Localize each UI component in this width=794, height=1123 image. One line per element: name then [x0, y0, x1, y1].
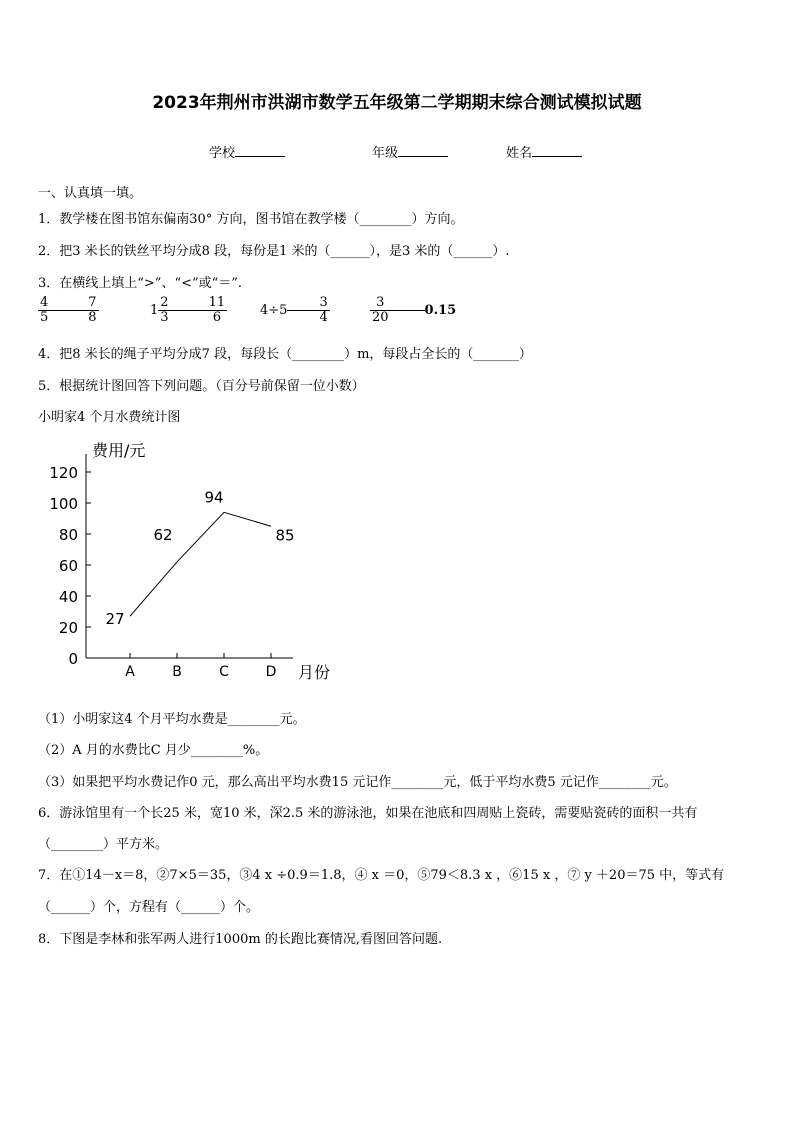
school-label: 学校: [209, 146, 236, 161]
fraction: $\frac{7}{8}$: [88, 295, 97, 325]
question-6-line-1: 6．游泳馆里有一个长25 米，宽10 米，深2.5 米的游泳池，如果在池底和四周贴上瓷砖，需要贴瓷砖的面积一共有: [38, 806, 698, 821]
grade-label: 年级: [372, 146, 399, 161]
question-5: 5．根据统计图回答下列问题。（百分号前保留一位小数）: [38, 379, 365, 394]
data-label: 62: [153, 525, 173, 544]
compare-item-2: 1 $\frac{2}{3}$ $\frac{11}{6}$: [150, 295, 226, 325]
name-field: [506, 142, 582, 161]
question-6-line-2: （________）平方米。: [38, 837, 169, 852]
compare-item-4: $\frac{3}{20}$ 0.15: [372, 295, 457, 325]
y-tick-label: 80: [58, 526, 78, 544]
y-tick-label: 120: [49, 464, 78, 482]
y-tick-label: 60: [58, 557, 78, 575]
name-label: 姓名: [506, 146, 533, 161]
data-label: 94: [204, 488, 224, 507]
line-chart: [38, 432, 358, 692]
question-5-3: （3）如果把平均水费记作0 元，那么高出平均水费15 元记作________元，低于平均水费5 元记作________元。: [38, 775, 677, 790]
x-tick-label: C: [219, 664, 229, 680]
question-3: 3．在横线上填上“>”、“<”或“＝”.: [38, 276, 243, 291]
question-7-line-1: 7．在①14－x＝8，②7×5＝35，③4 x ÷0.9＝1.8，④ x ＝0，⑤79＜8.3 x ，⑥15 x ，⑦ y ＋20＝75 中，等式有: [38, 868, 725, 883]
y-tick-label: 100: [49, 495, 78, 513]
question-5-2: （2）A 月的水费比C 月少________%。: [38, 743, 269, 758]
fraction: $\frac{2}{3}$: [160, 295, 169, 325]
y-axis-label: 费用/元: [92, 441, 146, 460]
x-tick-label: B: [172, 664, 182, 680]
question-1: 1．教学楼在图书馆东偏南30° 方向，图书馆在教学楼（________）方向。: [38, 212, 464, 227]
question-7-line-2: （______）个，方程有（______）个。: [38, 900, 260, 915]
question-2: 2．把3 米长的铁丝平均分成8 段，每份是1 米的（______），是3 米的（______）.: [38, 244, 510, 259]
grade-field: [372, 142, 448, 161]
compare-item-1: [38, 296, 99, 325]
question-8: 8．下图是李林和张军两人进行1000m 的长跑比赛情况,看图回答问题.: [38, 932, 443, 947]
x-tick-label: A: [125, 664, 135, 680]
fraction: $\frac{3}{20}$: [372, 295, 389, 325]
fraction: $\frac{4}{5}$: [40, 295, 49, 325]
data-label: 85: [275, 526, 295, 545]
section-heading: 一、认真填一填。: [38, 186, 143, 201]
data-label: 27: [105, 610, 125, 629]
school-field: [209, 142, 285, 161]
x-tick-label: D: [265, 664, 277, 680]
x-axis-label: 月份: [298, 663, 331, 682]
series-line: [130, 512, 271, 616]
compare-item-3: 4÷5 $\frac{3}{4}$: [260, 295, 328, 325]
question-4: 4．把8 米长的绳子平均分成7 段，每段长（________）m，每段占全长的（_______）: [38, 347, 532, 362]
page-title: 2023年荆州市洪湖市数学五年级第二学期期末综合测试模拟试题: [152, 93, 642, 113]
y-tick-label: 20: [58, 619, 78, 637]
y-tick-label: 0: [68, 650, 78, 668]
fraction: $\frac{11}{6}$: [208, 295, 226, 325]
y-tick-label: 40: [58, 588, 78, 606]
question-5-1: （1）小明家这4 个月平均水费是________元。: [38, 712, 306, 727]
chart-title: 小明家4 个月水费统计图: [38, 410, 181, 425]
fraction: $\frac{3}{4}$: [319, 295, 328, 325]
